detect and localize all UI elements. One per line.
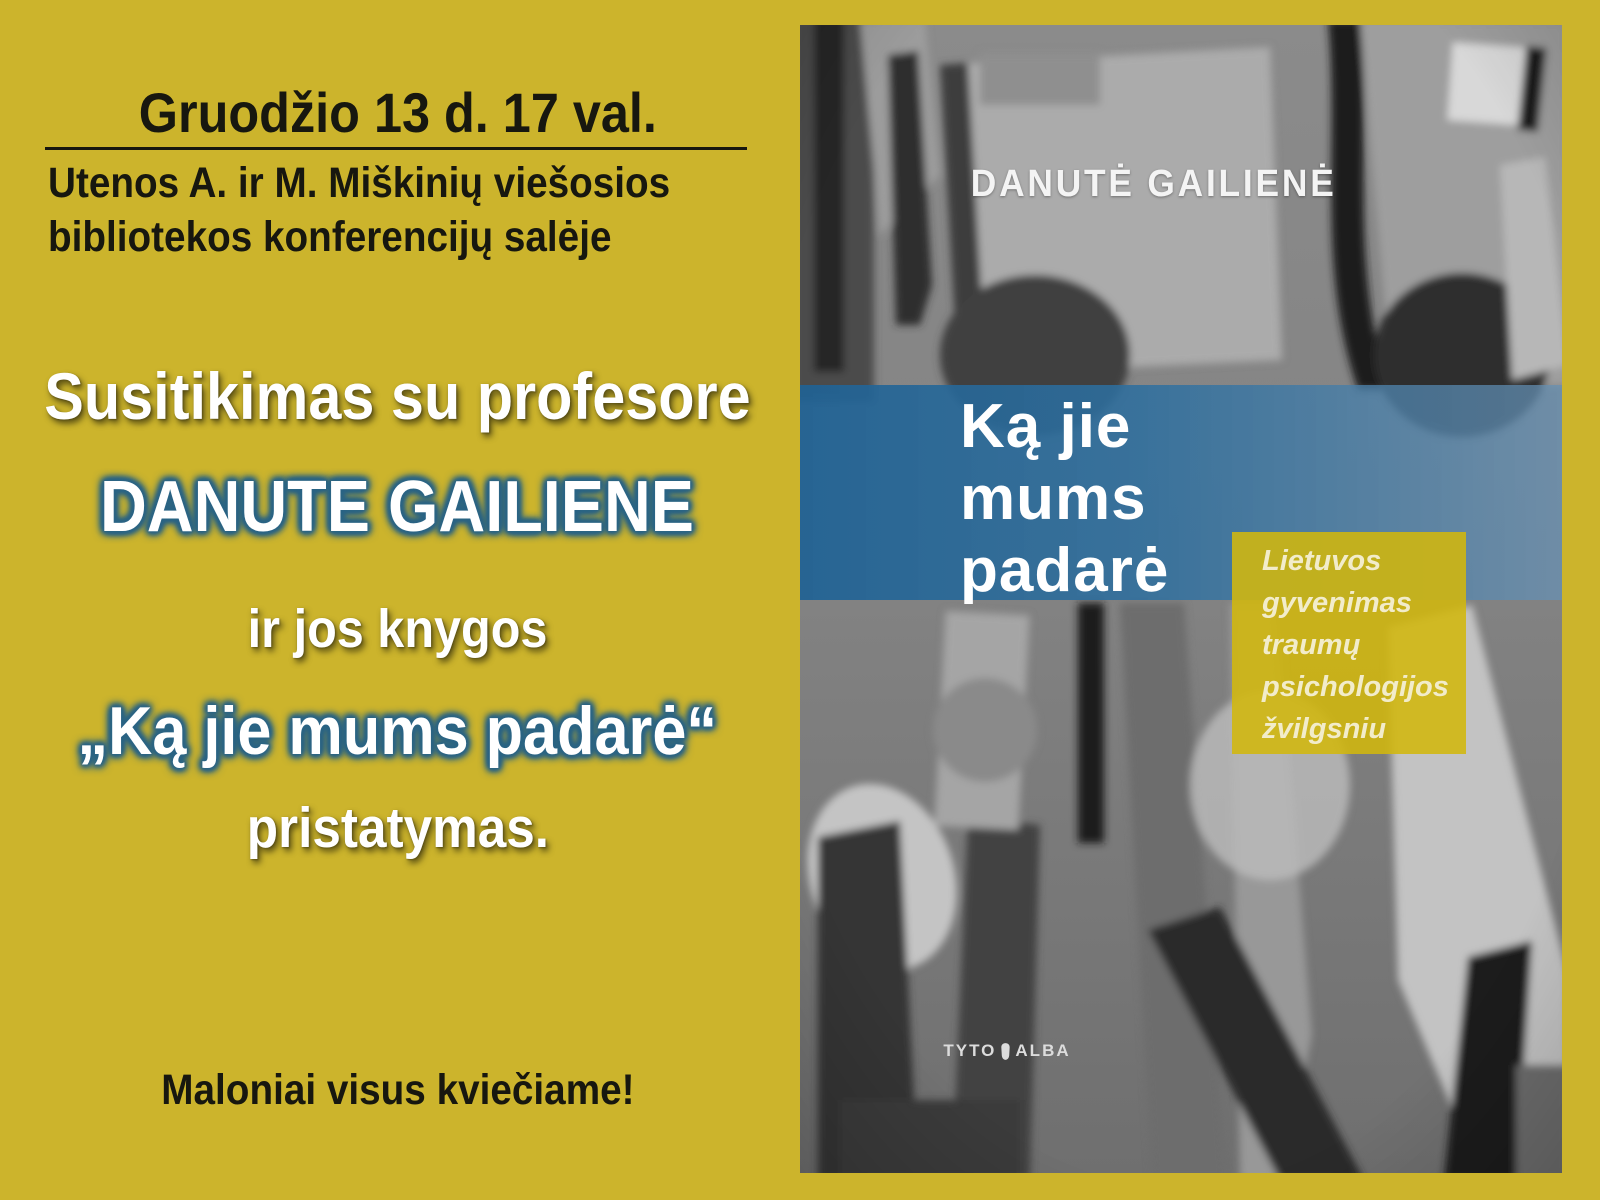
- cover-title-line-3: padarė: [960, 536, 1170, 605]
- publisher-logo: [943, 1041, 1071, 1061]
- divider-line: [45, 147, 747, 150]
- headline: [0, 358, 795, 434]
- book-title-quote: [0, 692, 795, 770]
- owl-icon: [999, 1042, 1012, 1061]
- headline-text: Susitikimas su profesore: [44, 359, 751, 433]
- presentation-word: [0, 795, 795, 861]
- subtitle-line-2: gyvenimas: [1262, 587, 1412, 619]
- subline-text: ir jos knygos: [247, 599, 548, 659]
- professor-name-text: DANUTE GAILIENE: [100, 467, 695, 547]
- subline: [0, 598, 795, 660]
- publisher-name-left: TYTO: [943, 1041, 997, 1060]
- cover-title-line-1: Ką jie: [960, 392, 1132, 461]
- event-date: [0, 80, 795, 145]
- invitation-text: Maloniai visus kviečiame!: [160, 1066, 635, 1114]
- cover-author-text: DANUTĖ GAILIENĖ: [971, 163, 1337, 205]
- subtitle-line-5: žvilgsniu: [1262, 713, 1387, 745]
- cover-subtitle: [1232, 532, 1466, 750]
- subtitle-line-1: Lietuvos: [1262, 545, 1382, 577]
- cover-title-line-2: mums: [960, 464, 1147, 533]
- professor-name: [0, 466, 795, 548]
- cover-subtitle-box: [1232, 532, 1466, 754]
- venue-line-1: Utenos A. ir M. Miškinių viešosios: [48, 159, 671, 207]
- cover-title: [960, 391, 1169, 607]
- venue-line-2: bibliotekos konferencijų salėje: [48, 213, 612, 261]
- book-title-quote-text: „Ką jie mums padarė“: [77, 693, 718, 769]
- venue: [48, 156, 739, 264]
- book-cover: [800, 25, 1562, 1173]
- subtitle-line-3: traumų: [1262, 629, 1361, 661]
- presentation-word-text: pristatymas.: [246, 796, 549, 860]
- cover-author: [800, 163, 1508, 206]
- event-date-text: Gruodžio 13 d. 17 val.: [138, 81, 657, 144]
- subtitle-line-4: psichologijos: [1262, 671, 1449, 703]
- publisher-name-right: ALBA: [1015, 1041, 1071, 1060]
- invitation: [0, 1066, 795, 1115]
